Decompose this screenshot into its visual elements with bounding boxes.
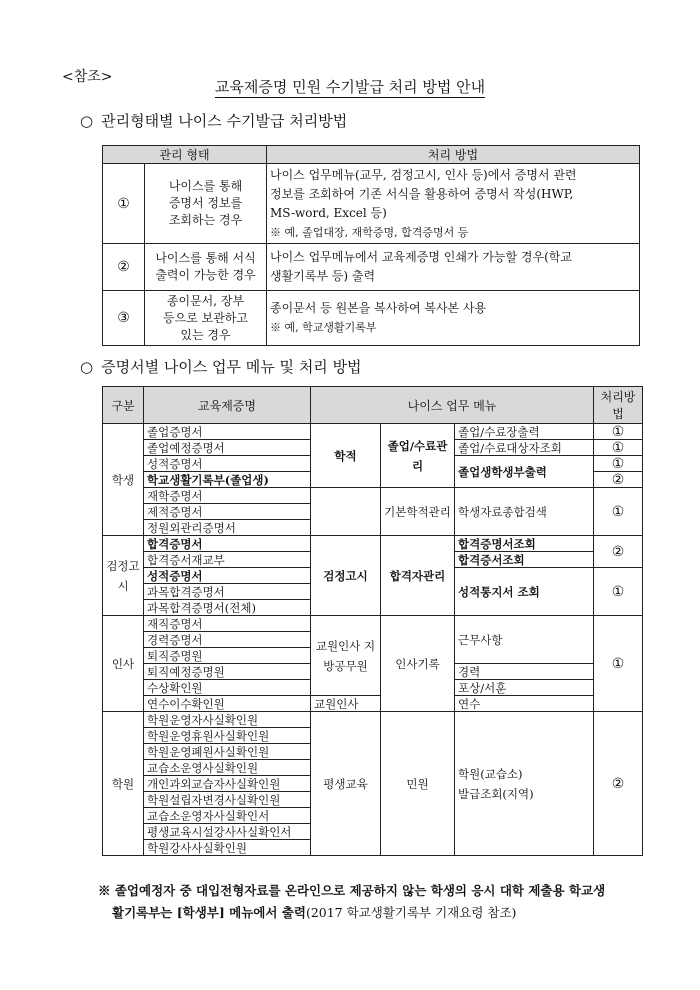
menu-level1: 교원인사 (311, 696, 381, 712)
table-row (103, 291, 640, 346)
certificate-name: 성적증명서 (144, 568, 311, 584)
menu-level3: 경력 (455, 664, 594, 680)
reference-label: <참조> (62, 69, 113, 85)
certificate-name: 정원외관리증명서 (144, 520, 311, 536)
menu-level3: 포상/서훈 (455, 680, 594, 696)
certificate-name: 경력증명서 (144, 632, 311, 648)
method-number: ① (594, 424, 643, 440)
certificate-name: 수상확인원 (144, 680, 311, 696)
menu-level2: 인사기록 (381, 616, 455, 712)
certificate-name: 성적증명서 (144, 456, 311, 472)
menu-level1: 평생교육 (311, 712, 381, 856)
certificate-name: 재학증명서 (144, 488, 311, 504)
section1-heading: ○ 관리형태별 나이스 수기발급 처리방법 (80, 112, 348, 130)
row-number: ② (103, 244, 145, 291)
processing-method: 종이문서 등 원본을 복사하여 복사본 사용 ※ 예, 학교생활기록부 (267, 291, 640, 346)
management-type: 나이스를 통해 서식 출력이 가능한 경우 (145, 244, 267, 291)
bullet-icon: ○ (80, 112, 94, 130)
method-number: ② (594, 712, 643, 856)
menu-level3: 합격증서조회 (455, 552, 594, 568)
method-number: ① (594, 488, 643, 536)
menu-level2: 합격자관리 (381, 536, 455, 616)
certificate-name: 과목합격증명서(전체) (144, 600, 311, 616)
header-method: 처리 방법 (267, 146, 640, 164)
certificate-name: 졸업증명서 (144, 424, 311, 440)
row-number: ③ (103, 291, 145, 346)
management-type: 나이스를 통해 증명서 정보를 조회하는 경우 (145, 164, 267, 244)
section2-heading: ○ 증명서별 나이스 업무 메뉴 및 처리 방법 (80, 358, 362, 376)
certificate-name: 졸업예정증명서 (144, 440, 311, 456)
menu-level3: 근무사항 (455, 616, 594, 664)
menu-level2: 기본학적관리 (381, 488, 455, 536)
certificate-name: 학원강사사실확인원 (144, 840, 311, 856)
table-row (103, 712, 643, 728)
method-number: ① (594, 568, 643, 616)
management-type: 종이문서, 장부 등으로 보관하고 있는 경우 (145, 291, 267, 346)
menu-level1: 학적 (311, 424, 381, 488)
menu-level2: 졸업/수료관리 (381, 424, 455, 488)
header-processing-method: 처리방법 (594, 387, 643, 424)
certificate-name: 개인과외교습자사실확인원 (144, 776, 311, 792)
table-header-row (103, 146, 640, 164)
certificate-name: 연수이수확인원 (144, 696, 311, 712)
menu-level3: 학생자료종합검색 (455, 488, 594, 536)
certificate-name: 퇴직증명원 (144, 648, 311, 664)
bullet-icon: ○ (80, 358, 94, 376)
menu-level1: 검정고시 (311, 536, 381, 616)
menu-level3: 합격증명서조회 (455, 536, 594, 552)
certificate-name: 합격증서재교부 (144, 552, 311, 568)
method-number: ② (594, 536, 643, 568)
footer-note: ※ 졸업예정자 중 대입전형자료를 온라인으로 제공하지 않는 학생의 응시 대학 제출용 학교생 활기록부는 [학생부] 메뉴에서 출력(2017 학교생활기록부 기재요령 참조) (98, 883, 606, 920)
header-type: 관리 형태 (103, 146, 267, 164)
menu-level3: 졸업생학생부출력 (455, 456, 594, 488)
menu-level1: 교원인사 지방공무원 (311, 616, 381, 696)
category-hr: 인사 (103, 616, 144, 712)
table-row (103, 616, 643, 632)
certificate-name: 학원운영자사실확인원 (144, 712, 311, 728)
row-number: ① (103, 164, 145, 244)
method-number: ① (594, 440, 643, 456)
category-academy: 학원 (103, 712, 144, 856)
category-student: 학생 (103, 424, 144, 536)
table-header-row (103, 387, 643, 424)
menu-level3: 성적통지서 조회 (455, 568, 594, 616)
processing-method: 나이스 업무메뉴(교무, 검정고시, 인사 등)에서 증명서 관련 정보를 조회하여 기존 서식을 활용하여 증명서 작성(HWP, MS-word, Excel 등) ※ 예, 졸업대장, 재학증명, 합격증명서 등 (267, 164, 640, 244)
certificate-name: 교습소운영자사실확인서 (144, 808, 311, 824)
document-title: 교육제증명 민원 수기발급 처리 방법 안내 (214, 78, 486, 96)
certificate-name: 평생교육시설강사사실확인서 (144, 824, 311, 840)
table-row (103, 536, 643, 552)
certificate-name: 학원운영휴원사실확인원 (144, 728, 311, 744)
certificate-menu-table (102, 386, 643, 856)
menu-level3: 졸업/수료대상자조회 (455, 440, 594, 456)
category-exam: 검정고시 (103, 536, 144, 616)
certificate-name: 제적증명서 (144, 504, 311, 520)
table-row (103, 696, 643, 712)
method-number: ① (594, 616, 643, 712)
method-number: ① (594, 456, 643, 472)
table-row (103, 488, 643, 504)
table-row (103, 424, 643, 440)
method-number: ② (594, 472, 643, 488)
menu-level2: 민원 (381, 712, 455, 856)
processing-method: 나이스 업무메뉴에서 교육제증명 인쇄가 가능할 경우(학교 생활기록부 등) 출력 (267, 244, 640, 291)
menu-level3: 학원(교습소) 발급조회(지역) (455, 712, 594, 856)
menu-level1-empty (311, 488, 381, 536)
management-type-table (102, 145, 640, 346)
menu-level3: 졸업/수료장출력 (455, 424, 594, 440)
certificate-name: 과목합격증명서 (144, 584, 311, 600)
certificate-name: 재직증명서 (144, 616, 311, 632)
certificate-name: 퇴직예정증명원 (144, 664, 311, 680)
certificate-name: 학교생활기록부(졸업생) (144, 472, 311, 488)
certificate-name: 학원운영폐원사실확인원 (144, 744, 311, 760)
header-category: 구분 (103, 387, 144, 424)
table-row (103, 164, 640, 244)
header-neis-menu: 나이스 업무 메뉴 (311, 387, 594, 424)
certificate-name: 교습소운영사실확인원 (144, 760, 311, 776)
menu-level3: 연수 (455, 696, 594, 712)
table-row (103, 244, 640, 291)
header-certificate: 교육제증명 (144, 387, 311, 424)
certificate-name: 합격증명서 (144, 536, 311, 552)
certificate-name: 학원설립자변경사실확인원 (144, 792, 311, 808)
